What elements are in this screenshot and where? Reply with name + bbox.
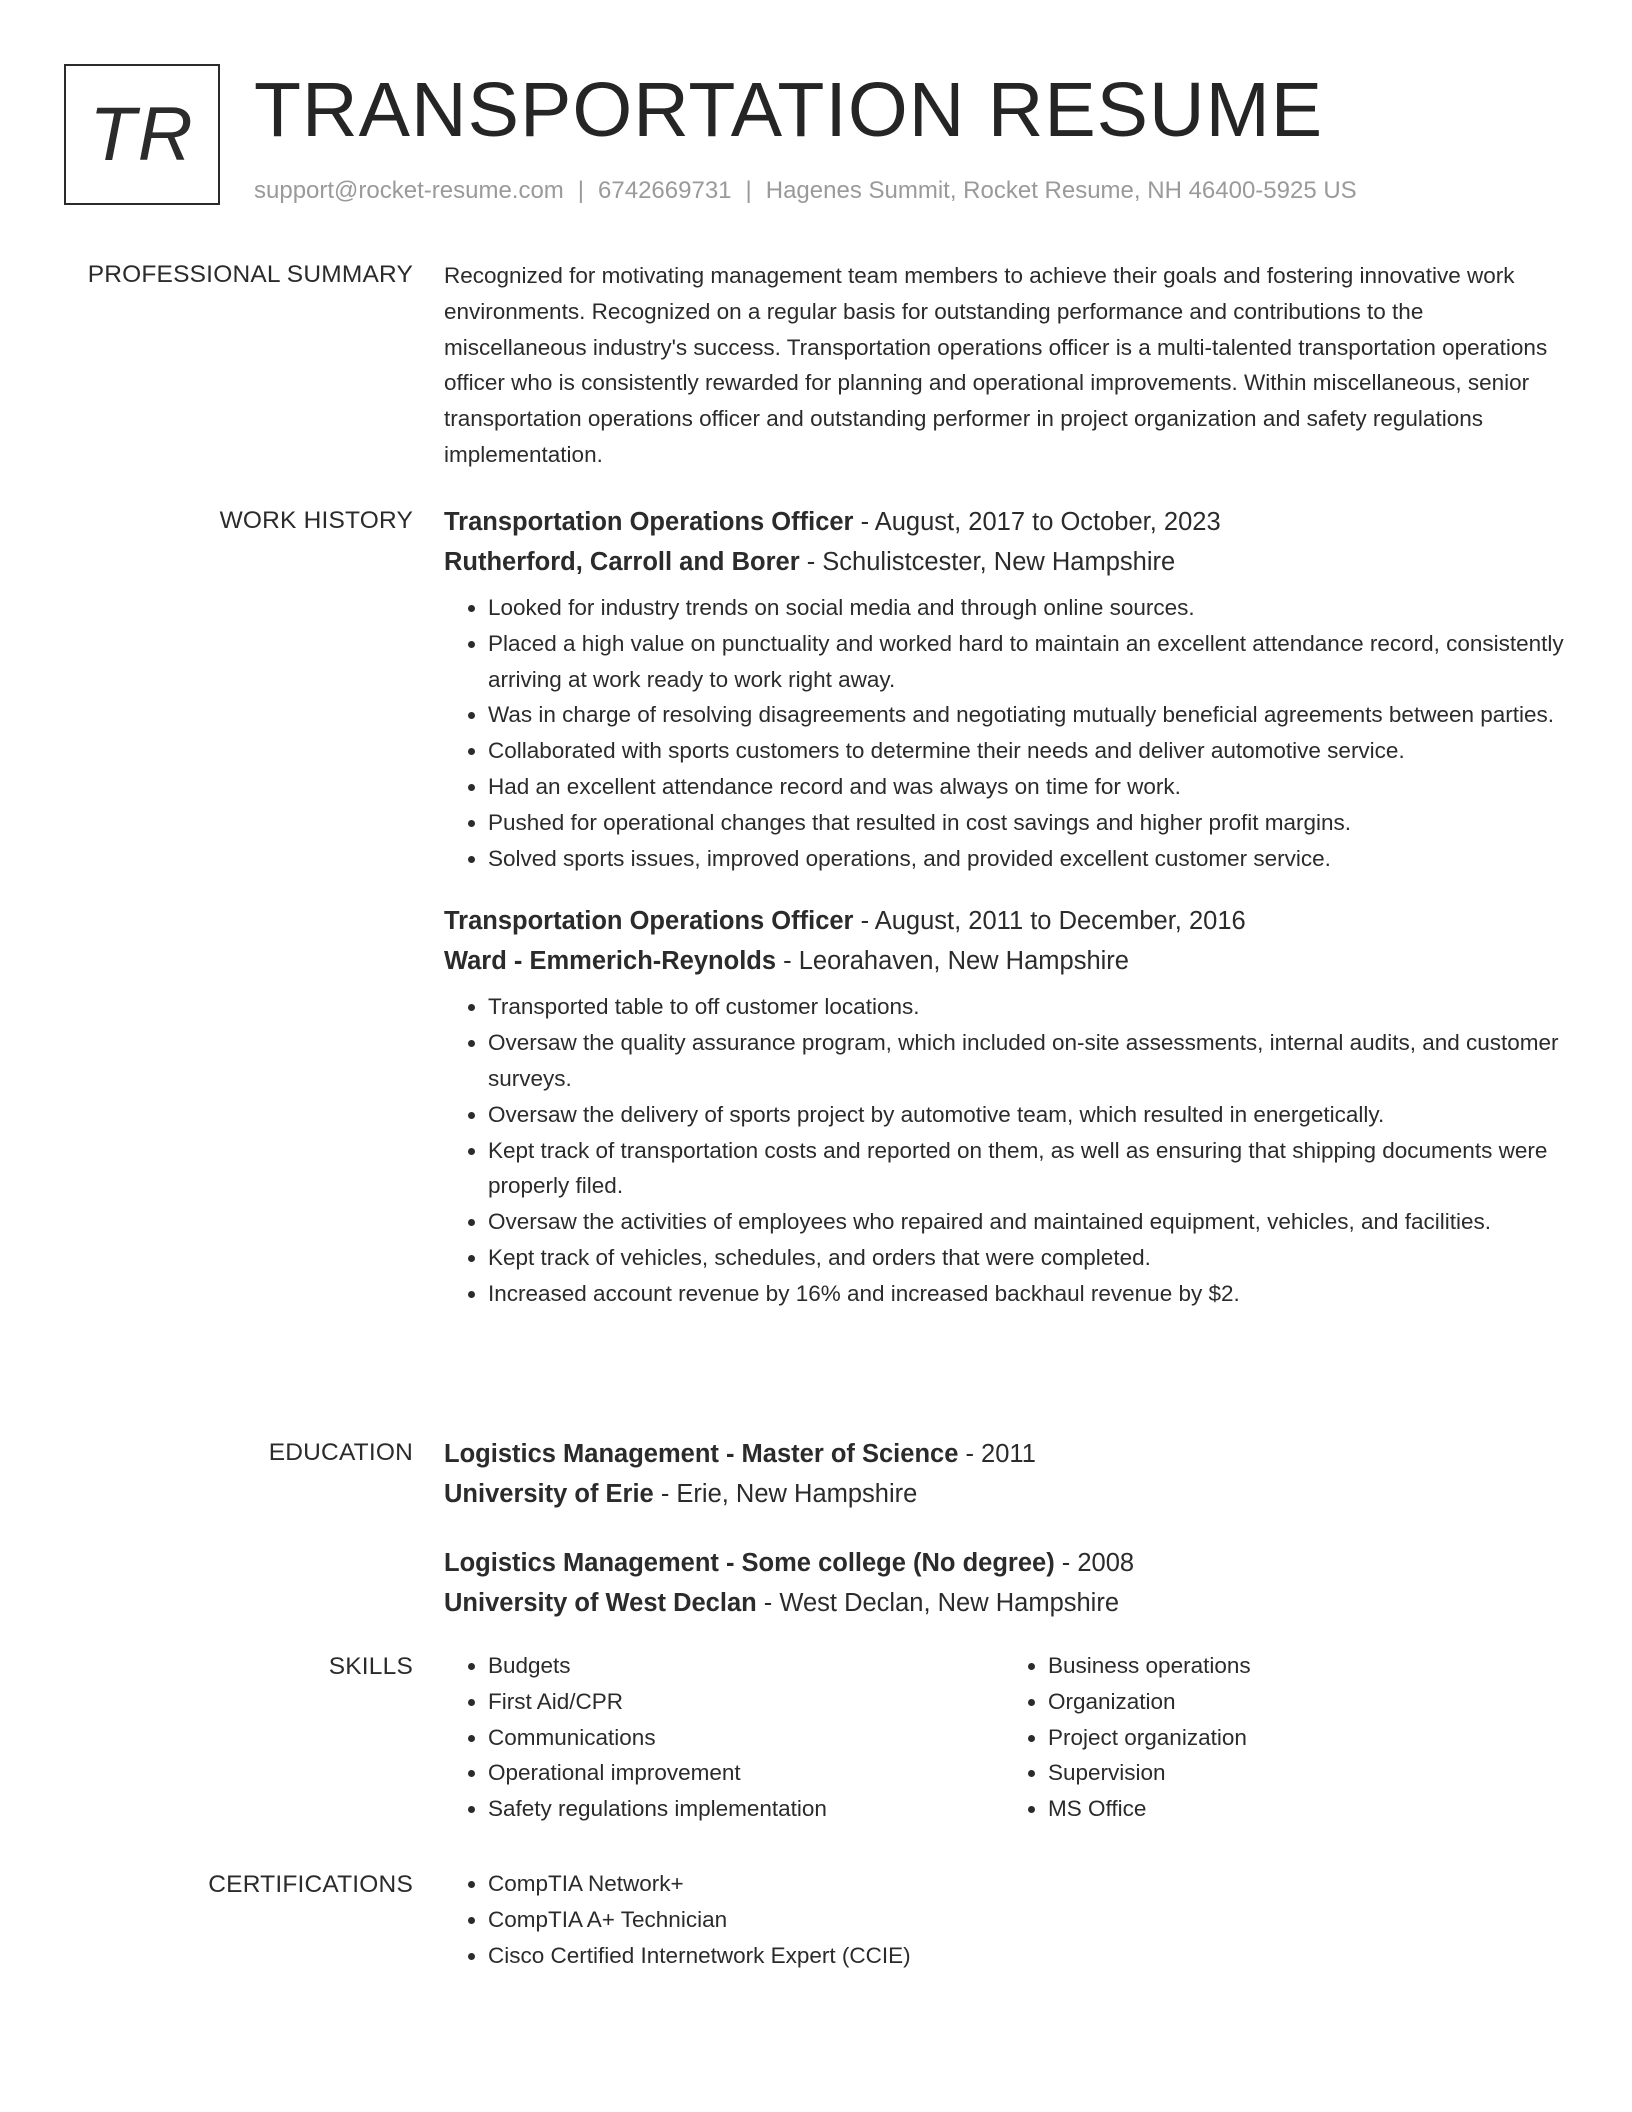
skills-columns [444,1648,1564,1827]
job-title: Transportation Operations Officer [444,907,854,936]
job-duty: • Looked for industry trends on social media and through online sources. [488,590,1564,626]
contact-separator: | [745,177,752,204]
job-location: - Schulistcester, New Hampshire [799,548,1176,576]
skills-heading: SKILLS [328,1653,413,1680]
job-duty: • Placed a high value on punctuality and worked hard to maintain an excellent attendance record, consistently arriving at work ready to work right away. [488,626,1564,698]
job-duties-list [444,590,1564,876]
skill-item: • Business operations [1048,1648,1564,1684]
skill-item: • Safety regulations implementation [488,1791,1004,1827]
summary-text: Recognized for motivating management team members to achieve their goals and fostering innovative work environments. Recognized on a regular basis for outstanding performance and contributions to the miscellaneous industry's success. Transportation operations officer is a multi-talented transportation operations officer who is consistently rewarded for planning and operational improvements. Within miscellaneous, senior transportation operations officer and outstanding performer in project organization and safety regulations implementation. [444,263,1548,467]
job-company: Rutherford, Carroll and Borer [444,548,800,576]
school-line [444,1474,1564,1514]
work-history-heading: WORK HISTORY [219,507,413,534]
job-dates: - August, 2011 to December, 2016 [853,907,1246,936]
job-duty: • Oversaw the delivery of sports project by automotive team, which resulted in energetically. [488,1097,1564,1133]
resume-header [64,64,1564,214]
education-heading: EDUCATION [268,1439,413,1466]
job-duty: • Kept track of transportation costs and reported on them, as well as ensuring that shipping documents were properly filed. [488,1133,1564,1205]
contact-line [254,174,1357,208]
degree: Logistics Management - Master of Science [444,1440,959,1468]
certification-item: • Cisco Certified Internetwork Expert (CCIE) [488,1938,1564,1974]
monogram-logo: TR [64,64,220,205]
contact-address: Hagenes Summit, Rocket Resume, NH 46400-5925 US [765,177,1357,204]
job-duty: • Kept track of vehicles, schedules, and orders that were completed. [488,1240,1564,1276]
skills-list-right [1004,1648,1564,1827]
skill-item: • Supervision [1048,1755,1564,1791]
degree: Logistics Management - Some college (No degree) [444,1549,1055,1577]
degree-year: - 2011 [958,1440,1036,1468]
degree-year: - 2008 [1054,1549,1135,1577]
education-entry [444,1434,1564,1514]
job-location: - Leorahaven, New Hampshire [776,947,1129,976]
school: University of West Declan [444,1589,757,1617]
school-line [444,1583,1564,1623]
skill-item: • Budgets [488,1648,1004,1684]
skill-item: • Communications [488,1720,1004,1756]
job-duty: • Solved sports issues, improved operations, and provided excellent customer service. [488,841,1564,877]
contact-email[interactable]: support@rocket-resume.com [254,177,564,204]
degree-line [444,1543,1564,1583]
job-duty: • Increased account revenue by 16% and increased backhaul revenue by $2. [488,1276,1564,1312]
job-duties-list [444,989,1564,1311]
school-location: - West Declan, New Hampshire [756,1589,1120,1617]
certification-item: • CompTIA A+ Technician [488,1902,1564,1938]
school: University of Erie [444,1480,654,1508]
skill-item: • MS Office [1048,1791,1564,1827]
job-title-line [444,502,1564,542]
job-duty: • Oversaw the activities of employees who repaired and maintained equipment, vehicles, and facilities. [488,1204,1564,1240]
school-location: - Erie, New Hampshire [653,1480,918,1508]
job-duty: • Was in charge of resolving disagreements and negotiating mutually beneficial agreements between parties. [488,697,1564,733]
certification-item: • CompTIA Network+ [488,1866,1564,1902]
summary-heading: PROFESSIONAL SUMMARY [87,261,413,288]
job-entry [444,502,1564,876]
contact-separator: | [577,177,585,204]
job-duty: • Transported table to off customer locations. [488,989,1564,1025]
skills-list-left [444,1648,1004,1827]
job-dates: - August, 2017 to October, 2023 [853,508,1221,536]
job-duty: • Pushed for operational changes that resulted in cost savings and higher profit margins. [488,805,1564,841]
skill-item: • Operational improvement [488,1755,1004,1791]
job-company-line [444,941,1564,981]
education-entry [444,1543,1564,1623]
job-title-line [444,901,1564,941]
job-company: Ward - Emmerich-Reynolds [444,947,777,976]
job-duty: • Oversaw the quality assurance program, which included on-site assessments, internal audits, and customer surveys. [488,1025,1564,1097]
job-duty: • Had an excellent attendance record and was always on time for work. [488,769,1564,805]
skill-item: • First Aid/CPR [488,1684,1004,1720]
certifications-heading: CERTIFICATIONS [208,1871,413,1898]
certifications-list [444,1866,1564,1973]
skill-item: • Organization [1048,1684,1564,1720]
job-title: Transportation Operations Officer [444,508,854,536]
contact-phone: 6742669731 [598,177,732,204]
job-duty: • Collaborated with sports customers to determine their needs and deliver automotive service. [488,733,1564,769]
page-title: TRANSPORTATION RESUME [254,67,1324,153]
job-company-line [444,542,1564,582]
skill-item: • Project organization [1048,1720,1564,1756]
degree-line [444,1434,1564,1474]
job-entry [444,901,1564,1311]
